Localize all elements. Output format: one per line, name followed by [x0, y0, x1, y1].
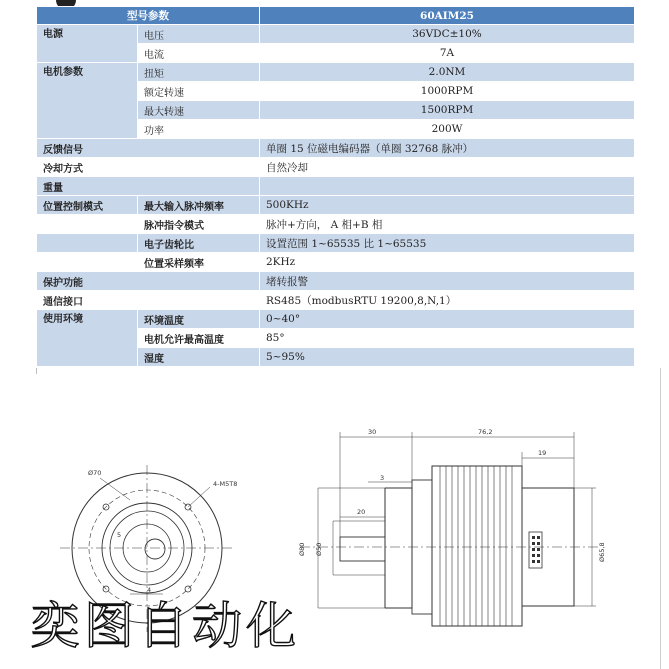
- protection-label: 保护功能: [37, 272, 260, 291]
- table-row: [37, 63, 635, 82]
- ambient-label: 环境温度: [138, 310, 260, 329]
- dim-3: 3: [380, 474, 385, 482]
- table-row: [37, 139, 635, 158]
- shaft-circle: [145, 539, 165, 559]
- table-row: [37, 196, 635, 215]
- shaft: [340, 537, 385, 561]
- motor-temp-label: 电机允许最高温度: [138, 329, 260, 348]
- motor-label: 电机参数: [37, 63, 138, 139]
- max-speed-label: 最大转速: [138, 101, 260, 120]
- side-view: [298, 428, 606, 626]
- table-row: [37, 177, 635, 196]
- rated-speed-value: 1000RPM: [260, 82, 635, 101]
- dim-76-2: 76,2: [478, 428, 493, 436]
- rated-speed-label: 额定转速: [138, 82, 260, 101]
- feedback-value: 单圈 15 位磁电编码器（单圈 32768 脉冲）: [260, 139, 635, 158]
- max-speed-value: 1500RPM: [260, 101, 635, 120]
- table-row: [37, 25, 635, 44]
- cooling-fins: [440, 466, 512, 626]
- humidity-label: 湿度: [138, 348, 260, 367]
- torque-value: 2.0NM: [260, 63, 635, 82]
- torque-label: 扭矩: [138, 63, 260, 82]
- weight-label: 重量: [37, 177, 260, 196]
- current-label: 电流: [138, 44, 260, 63]
- flange: [385, 488, 412, 608]
- empty-cell: [37, 215, 138, 234]
- dia-80: Ø80: [298, 542, 306, 556]
- table-row: [37, 234, 635, 253]
- weight-value: [260, 177, 635, 196]
- dim-20: 20: [357, 508, 366, 516]
- table-row: [37, 253, 635, 272]
- front-holes-label: 4-M5T8: [213, 480, 238, 488]
- dia-50: Ø50: [315, 542, 323, 556]
- position-mode-label: 位置控制模式: [37, 196, 138, 215]
- max-freq-label: 最大输入脉冲频率: [138, 196, 260, 215]
- feedback-label: 反馈信号: [37, 139, 260, 158]
- dim-19: 19: [538, 449, 547, 457]
- table-row: [37, 310, 635, 329]
- body: [432, 466, 522, 626]
- pulse-mode-label: 脉冲指令模式: [138, 215, 260, 234]
- power-rating-value: 200W: [260, 120, 635, 139]
- gear-value: 设置范围 1~65535 比 1~65535: [260, 234, 635, 253]
- watermark: 奕图自动化: [30, 597, 300, 655]
- cooling-label: 冷却方式: [37, 158, 260, 177]
- front-pin-label: 5: [117, 531, 122, 539]
- connector-icon: [529, 532, 542, 568]
- environment-label: 使用环境: [37, 310, 138, 367]
- front-bolt-label: 4: [147, 586, 152, 594]
- motor-temp-value: 85°: [260, 329, 635, 348]
- table-row: [37, 291, 635, 310]
- max-freq-value: 500KHz: [260, 196, 635, 215]
- spec-table: [36, 6, 635, 367]
- table-row: [37, 215, 635, 234]
- sample-label: 位置采样频率: [138, 253, 260, 272]
- dia-65-8: Ø65,8: [598, 542, 606, 562]
- comm-value: RS485（modbusRTU 19200,8,N,1）: [260, 291, 635, 310]
- pulse-mode-value: 脉冲+方向， A 相+B 相: [260, 215, 635, 234]
- table-row: [37, 272, 635, 291]
- gear-label: 电子齿轮比: [138, 234, 260, 253]
- empty-cell: [37, 234, 138, 253]
- mount-hole-icon: [185, 586, 191, 592]
- front-dia-label: Ø70: [88, 469, 102, 477]
- table-header-row: [37, 7, 635, 25]
- power-rating-label: 功率: [138, 120, 260, 139]
- comm-label: 通信接口: [37, 291, 260, 310]
- table-row: [37, 158, 635, 177]
- power-label: 电源: [37, 25, 138, 63]
- voltage-value: 36VDC±10%: [260, 25, 635, 44]
- page-edge-left: [36, 368, 37, 374]
- humidity-value: 5~95%: [260, 348, 635, 367]
- voltage-label: 电压: [138, 25, 260, 44]
- holes-leader: [188, 487, 210, 507]
- header-model: 60AIM25: [260, 7, 635, 25]
- empty-cell: [37, 253, 138, 272]
- dia-leader: [100, 478, 130, 500]
- header-param: 型号参数: [37, 7, 260, 25]
- dim-30: 30: [368, 428, 377, 436]
- ambient-value: 0~40°: [260, 310, 635, 329]
- sample-value: 2KHz: [260, 253, 635, 272]
- dimension-lines: [318, 432, 596, 608]
- current-value: 7A: [260, 44, 635, 63]
- connector-pins: [532, 536, 540, 563]
- cooling-value: 自然冷却: [260, 158, 635, 177]
- protection-value: 堵转报警: [260, 272, 635, 291]
